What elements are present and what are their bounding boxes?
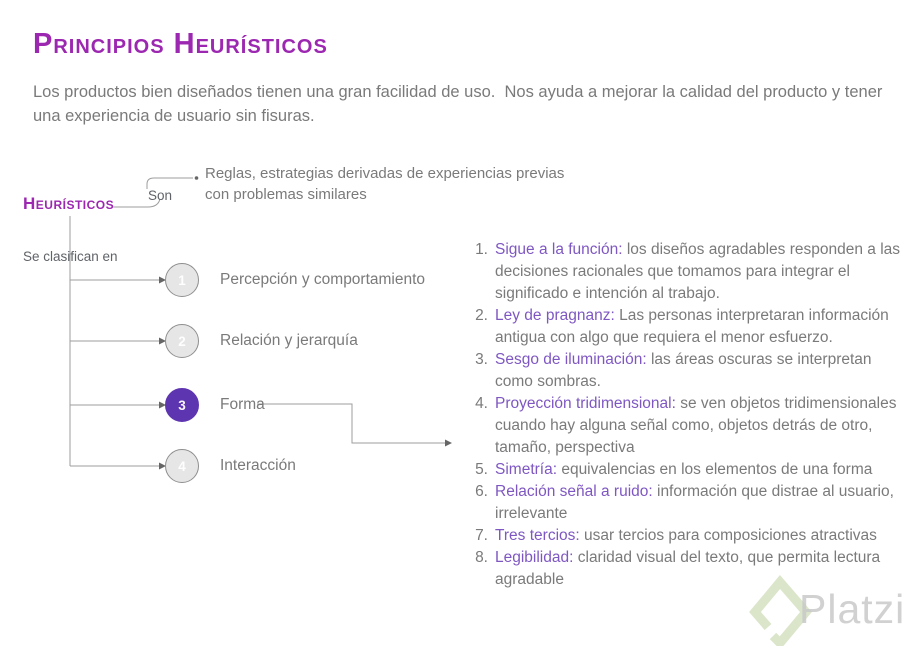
heuristics-definition: Reglas, estrategias derivadas de experiencias previas con problemas similares: [205, 165, 565, 203]
principle-text: [495, 393, 904, 459]
principle-term: Ley de pragnanz:: [495, 307, 615, 324]
principle-term: Legibilidad:: [495, 549, 574, 566]
principle-text: [495, 239, 904, 305]
node-number: 4: [178, 458, 186, 474]
principle-number: 6.: [475, 483, 488, 500]
principle-term: Simetría:: [495, 461, 558, 478]
principle-text: [495, 481, 904, 525]
principle-item: [468, 525, 904, 547]
principle-number: 4.: [475, 395, 488, 412]
principle-number: 1.: [475, 241, 488, 258]
principle-item: [468, 459, 904, 481]
node-number: 1: [178, 272, 186, 288]
classify-label: Se clasifican en: [23, 249, 118, 264]
principle-description: equivalencias en los elementos de una forma: [557, 461, 873, 478]
page-title: Principios Heurísticos: [33, 28, 328, 60]
principle-item: [468, 481, 904, 525]
node-label: Percepción y comportamiento: [220, 271, 426, 288]
node-label: Interacción: [220, 457, 296, 474]
principle-text: [495, 305, 904, 349]
principle-term: Sigue a la función:: [495, 241, 623, 258]
principle-term: Tres tercios:: [495, 527, 580, 544]
principles-list: [468, 239, 904, 591]
principle-item: [468, 393, 904, 459]
principle-number: 5.: [475, 461, 488, 478]
principle-description: los diseños agradables responden a las decisiones racionales que tomamos para integrar el significado e intención al trabajo.: [495, 241, 901, 302]
principle-term: Sesgo de iluminación:: [495, 351, 647, 368]
node-label: Forma: [220, 396, 265, 413]
principle-item: [468, 305, 904, 349]
principle-text: [495, 459, 904, 481]
relation-label: Son: [148, 188, 173, 203]
principle-description: información que distrae al usuario, irrelevante: [495, 483, 894, 522]
principle-description: Las personas interpretaran información antigua con algo que requiera el menor esfuerzo.: [495, 307, 889, 346]
principle-text: [495, 349, 904, 393]
principle-description: usar tercios para composiciones atractivas: [579, 527, 877, 544]
principle-number: 7.: [475, 527, 488, 544]
principle-number: 2.: [475, 307, 488, 324]
principle-term: Relación señal a ruido:: [495, 483, 653, 500]
principle-item: [468, 239, 904, 305]
node-number: 3: [178, 397, 186, 413]
principle-number: 3.: [475, 351, 488, 368]
mindmap-root-label: Heurísticos: [23, 194, 115, 213]
principle-text: [495, 525, 904, 547]
principle-description: claridad visual del texto, que permita lectura agradable: [495, 549, 881, 588]
principle-item: [468, 547, 904, 591]
principle-item: [468, 349, 904, 393]
principle-term: Proyección tridimensional:: [495, 395, 676, 412]
principle-number: 8.: [475, 549, 488, 566]
node-number: 2: [178, 333, 186, 349]
platzi-brand-text: Platzi: [799, 586, 906, 632]
principle-description: las áreas oscuras se interpretan como sombras.: [495, 351, 872, 390]
node-label: Relación y jerarquía: [220, 332, 358, 349]
intro-paragraph: Los productos bien diseñados tienen una gran facilidad de uso. Nos ayuda a mejorar la calidad del producto y tener una experiencia de usuario sin fisuras.: [33, 83, 887, 125]
principle-description: se ven objetos tridimensionales cuando hay alguna señal como, objetos detrás de otro, tamaño, perspectiva: [495, 395, 897, 456]
principle-text: [495, 547, 904, 591]
